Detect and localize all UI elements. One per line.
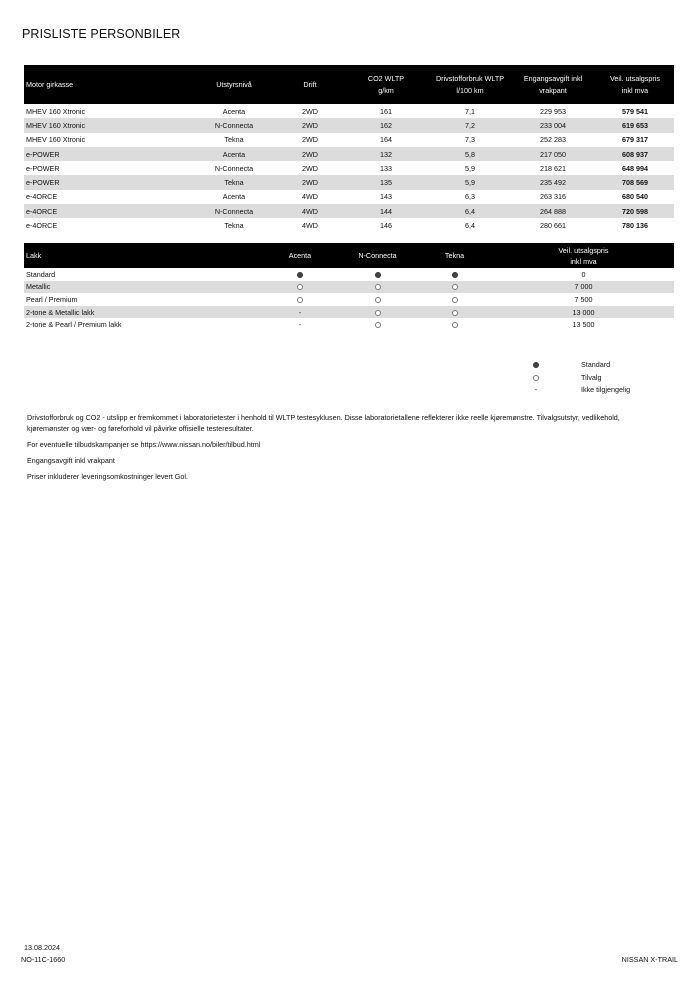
col-header-engine: Motor girkasse xyxy=(24,65,190,104)
cell-engine: e-POWER xyxy=(26,163,60,173)
cell-tekna-availability xyxy=(416,318,493,331)
cell-co2: 143 xyxy=(380,192,392,202)
legend-ikke-label: Ikke tilgjengelig xyxy=(581,385,631,394)
table-row xyxy=(24,118,674,132)
optional-circle-icon xyxy=(375,322,381,328)
cell-drive: 2WD xyxy=(302,106,318,116)
cell-drive: 4WD xyxy=(302,221,318,231)
cell-paint-price: 13 500 xyxy=(572,320,595,330)
cell-co2: 162 xyxy=(342,118,430,132)
cell-paint-price: 0 xyxy=(581,269,586,279)
cell-engine: MHEV 160 Xtronic xyxy=(26,106,86,116)
table-row xyxy=(24,161,674,175)
optional-circle-icon xyxy=(452,310,458,316)
cell-registration-fee: 217 050 xyxy=(510,147,596,161)
standard-dot-icon xyxy=(297,272,303,278)
note-fee: Engangsavgift inkl vrakpant xyxy=(27,456,115,465)
cell-paint-price: 7 500 xyxy=(574,294,593,304)
col-header-trim: Utstyrsnivå xyxy=(190,65,278,104)
cell-fuel: 6,3 xyxy=(465,192,475,202)
cell-paint-price: 13 000 xyxy=(493,306,674,319)
price-table xyxy=(24,65,674,233)
cell-co2: 144 xyxy=(342,204,430,218)
table-row xyxy=(24,204,674,218)
col-header-tekna: Tekna xyxy=(416,243,493,268)
footnotes xyxy=(27,412,647,487)
col-header-drive: Drift xyxy=(278,65,342,104)
cell-acenta-availability xyxy=(261,281,339,294)
cell-acenta-availability xyxy=(261,268,339,281)
optional-circle-icon xyxy=(533,375,539,381)
cell-paint-name: Metallic xyxy=(24,281,261,294)
cell-trim: N-Connecta xyxy=(214,163,254,173)
legend-tilvalg-label: Tilvalg xyxy=(581,372,602,382)
col-header-co2: CO2 WLTP g/km xyxy=(342,65,430,104)
cell-engine: e-4ORCE xyxy=(26,192,58,202)
note-wltp: Drivstofforbruk og CO2 - utslipp er fremkommet i laboratorietester i henhold til WLTP testesyklusen. Disse laboratorietallene reflekterer ikke reelle kjøremønstre. Tilvalgsutstyr, vedlikehold, kjøremønster og vær- og føreforhold vil påvirke offisielle testeresultater. xyxy=(27,413,620,433)
cell-co2: 135 xyxy=(342,175,430,189)
cell-price: 780 136 xyxy=(622,221,648,231)
cell-drive: 2WD xyxy=(278,175,342,189)
cell-fuel: 5,9 xyxy=(430,175,510,189)
optional-circle-icon xyxy=(297,297,303,303)
cell-trim: Acenta xyxy=(190,147,278,161)
cell-trim: Acenta xyxy=(222,192,246,202)
cell-engine: e-POWER xyxy=(24,147,190,161)
table-row xyxy=(24,318,674,331)
col-header-paint: Lakk xyxy=(24,243,261,268)
cell-price: 680 540 xyxy=(622,192,648,202)
optional-circle-icon xyxy=(452,284,458,290)
table-row xyxy=(24,104,674,118)
cell-price: 679 317 xyxy=(622,135,648,145)
cell-price: 619 653 xyxy=(596,118,674,132)
price-table-header xyxy=(24,65,674,104)
footer-date: 13.08.2024 xyxy=(24,943,60,952)
table-row xyxy=(24,268,674,281)
cell-engine: e-4ORCE xyxy=(24,204,190,218)
not-available-dash-icon: - xyxy=(534,385,538,394)
cell-paint-name: 2-tone & Pearl / Premium lakk xyxy=(26,320,122,330)
cell-drive: 2WD xyxy=(302,135,318,145)
cell-trim: Tekna xyxy=(224,135,244,145)
table-row xyxy=(24,133,674,147)
cell-paint-name: 2-tone & Metallic lakk xyxy=(24,306,261,319)
cell-tekna-availability xyxy=(416,306,493,319)
cell-registration-fee: 263 316 xyxy=(540,192,566,202)
table-row xyxy=(24,281,674,294)
note-campaign-link: For eventuelle tilbudskampanjer se https://www.nissan.no/biler/tilbud.html xyxy=(27,440,261,449)
col-header-acenta: Acenta xyxy=(261,243,339,268)
optional-circle-icon xyxy=(452,297,458,303)
cell-registration-fee: 280 661 xyxy=(540,221,566,231)
cell-trim: Tekna xyxy=(190,175,278,189)
cell-nconnecta-availability xyxy=(339,281,416,294)
cell-trim: N-Connecta xyxy=(190,118,278,132)
optional-circle-icon xyxy=(375,297,381,303)
optional-circle-icon xyxy=(375,310,381,316)
cell-price: 648 994 xyxy=(622,163,648,173)
cell-tekna-availability xyxy=(416,281,493,294)
table-row xyxy=(24,175,674,189)
cell-trim: Acenta xyxy=(222,106,246,116)
cell-trim: Tekna xyxy=(224,221,244,231)
col-header-price: Veil. utsalgspris inkl mva xyxy=(596,65,674,104)
cell-price: 720 598 xyxy=(596,204,674,218)
cell-registration-fee: 233 004 xyxy=(510,118,596,132)
cell-engine: e-4ORCE xyxy=(26,221,58,231)
standard-dot-icon xyxy=(452,272,458,278)
col-header-paint-price: Veil. utsalgspris inkl mva xyxy=(493,243,674,268)
cell-nconnecta-availability xyxy=(339,268,416,281)
cell-drive: 2WD xyxy=(278,118,342,132)
cell-co2: 164 xyxy=(380,135,392,145)
page-title: PRISLISTE PERSONBILER xyxy=(22,27,181,41)
cell-nconnecta-availability xyxy=(339,306,416,319)
note-delivery: Priser inkluderer leveringsomkostninger levert Gol. xyxy=(27,472,188,481)
cell-drive: 4WD xyxy=(302,192,318,202)
paint-table xyxy=(24,243,674,331)
table-row xyxy=(24,293,674,306)
cell-trim: N-Connecta xyxy=(190,204,278,218)
optional-circle-icon xyxy=(297,284,303,290)
cell-paint-price: 7 000 xyxy=(493,281,674,294)
cell-drive: 2WD xyxy=(302,163,318,173)
cell-price: 608 937 xyxy=(596,147,674,161)
cell-registration-fee: 218 621 xyxy=(540,163,566,173)
cell-nconnecta-availability xyxy=(339,293,416,306)
cell-engine: MHEV 160 Xtronic xyxy=(26,135,86,145)
paint-table-header xyxy=(24,243,674,268)
cell-acenta-availability xyxy=(261,293,339,306)
cell-tekna-availability xyxy=(416,293,493,306)
legend-standard-label: Standard xyxy=(581,360,611,369)
cell-co2: 161 xyxy=(380,106,392,116)
cell-fuel: 5,9 xyxy=(465,163,475,173)
cell-engine: MHEV 160 Xtronic xyxy=(24,118,190,132)
cell-tekna-availability xyxy=(416,268,493,281)
cell-fuel: 7,2 xyxy=(430,118,510,132)
not-available-dash-icon: - xyxy=(261,306,339,319)
cell-co2: 133 xyxy=(380,163,392,173)
cell-price: 579 541 xyxy=(622,106,648,116)
col-header-n-connecta: N-Connecta xyxy=(339,243,416,268)
footer-code: NO-11C-1660 xyxy=(21,955,66,964)
cell-paint-name: Standard xyxy=(26,269,56,279)
cell-drive: 4WD xyxy=(278,204,342,218)
table-row xyxy=(24,147,674,161)
table-row xyxy=(24,190,674,204)
cell-registration-fee: 229 953 xyxy=(540,106,566,116)
table-row xyxy=(24,218,674,232)
footer-model: NISSAN X-TRAIL xyxy=(621,955,678,964)
standard-dot-icon xyxy=(533,362,539,368)
cell-fuel: 6,4 xyxy=(430,204,510,218)
not-available-dash-icon: - xyxy=(298,320,302,330)
cell-fuel: 7,3 xyxy=(465,135,475,145)
cell-fuel: 6,4 xyxy=(465,221,475,231)
cell-registration-fee: 264 888 xyxy=(510,204,596,218)
cell-nconnecta-availability xyxy=(339,318,416,331)
cell-paint-name: Pearl / Premium xyxy=(26,294,78,304)
standard-dot-icon xyxy=(375,272,381,278)
cell-co2: 146 xyxy=(380,221,392,231)
cell-fuel: 5,8 xyxy=(430,147,510,161)
cell-co2: 132 xyxy=(342,147,430,161)
cell-fuel: 7,1 xyxy=(465,106,475,116)
optional-circle-icon xyxy=(452,322,458,328)
cell-engine: e-POWER xyxy=(24,175,190,189)
table-row xyxy=(24,306,674,319)
cell-drive: 2WD xyxy=(278,147,342,161)
optional-circle-icon xyxy=(375,284,381,290)
cell-price: 708 569 xyxy=(596,175,674,189)
col-header-registration-fee: Engangsavgift inkl vrakpant xyxy=(510,65,596,104)
cell-registration-fee: 252 283 xyxy=(540,135,566,145)
col-header-fuel: Drivstofforbruk WLTP l/100 km xyxy=(430,65,510,104)
cell-registration-fee: 235 492 xyxy=(510,175,596,189)
